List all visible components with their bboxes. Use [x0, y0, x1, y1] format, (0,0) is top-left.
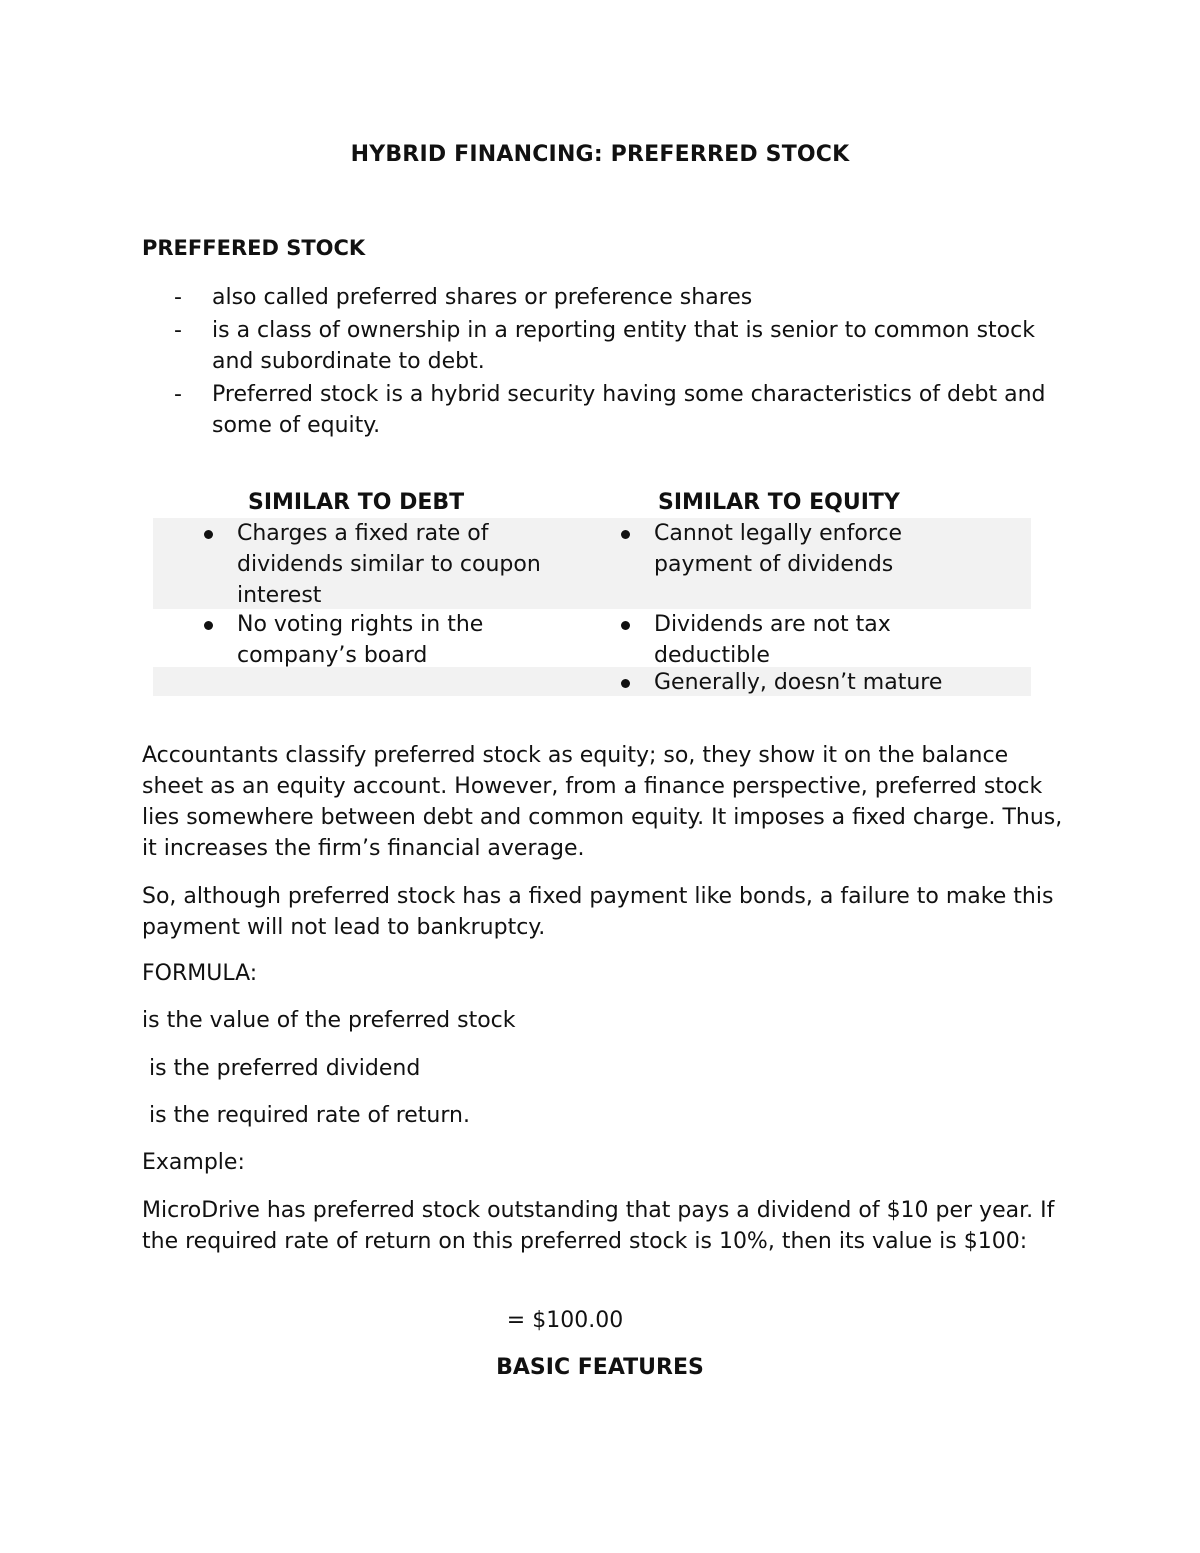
- list-item: [142, 315, 1062, 377]
- example-label: Example:: [142, 1150, 245, 1175]
- debt-cell: [153, 518, 592, 609]
- equity-cell: [592, 609, 1031, 667]
- bullet-item: [654, 667, 1001, 698]
- list-item-text: also called preferred shares or preference shares: [212, 285, 753, 310]
- dash-marker: -: [174, 285, 182, 310]
- list-item: [142, 379, 1062, 441]
- definition-list: [142, 282, 1062, 443]
- bullet-icon: [621, 679, 630, 688]
- list-item: [142, 282, 1062, 313]
- formula-definition-dividend: is the preferred dividend: [142, 1056, 421, 1081]
- bullet-item: [237, 609, 562, 671]
- debt-column-header: SIMILAR TO DEBT: [248, 490, 465, 515]
- bullet-item: [237, 518, 562, 611]
- debt-cell: [153, 609, 592, 667]
- list-item-text: is a class of ownership in a reporting entity that is senior to common stock and subordinate to debt.: [212, 318, 1035, 374]
- dash-marker: -: [174, 382, 182, 407]
- paragraph-accountants: Accountants classify preferred stock as equity; so, they show it on the balance sheet as an equity account. However, from a finance perspective, preferred stock lies somewhere between debt and common equity. It imposes a fixed charge. Thus, it increases the firm’s financial average.: [142, 743, 1063, 861]
- comparison-table: [153, 488, 1031, 696]
- paragraph-bankruptcy: So, although preferred stock has a fixed payment like bonds, a failure to make this payment will not lead to bankruptcy.: [142, 884, 1054, 940]
- formula-label: FORMULA:: [142, 961, 258, 986]
- basic-features-heading: BASIC FEATURES: [496, 1355, 704, 1380]
- dash-marker: -: [174, 318, 182, 343]
- example-text: MicroDrive has preferred stock outstanding that pays a dividend of $10 per year. If the required rate of return on this preferred stock is 10%, then its value is $100:: [142, 1198, 1055, 1254]
- equity-cell: [592, 667, 1031, 696]
- document-title: HYBRID FINANCING: PREFERRED STOCK: [350, 142, 850, 167]
- formula-definition-value: is the value of the preferred stock: [142, 1008, 516, 1033]
- equity-column-header: SIMILAR TO EQUITY: [658, 490, 900, 515]
- bullet-item: [654, 609, 1001, 671]
- bullet-text: No voting rights in the company’s board: [237, 612, 484, 668]
- equity-cell: [592, 518, 1031, 609]
- debt-cell-empty: [153, 667, 592, 696]
- formula-definition-rate: is the required rate of return.: [142, 1103, 470, 1128]
- bullet-text: Cannot legally enforce payment of dividends: [654, 521, 903, 577]
- table-row: [153, 518, 1031, 609]
- bullet-icon: [621, 530, 630, 539]
- table-header-row: [153, 488, 1031, 518]
- bullet-text: Charges a fixed rate of dividends similar to coupon interest: [237, 521, 541, 608]
- bullet-text: Dividends are not tax deductible: [654, 612, 891, 668]
- bullet-text: Generally, doesn’t mature: [654, 670, 943, 695]
- bullet-icon: [621, 621, 630, 630]
- bullet-icon: [204, 621, 213, 630]
- section-heading: PREFFERED STOCK: [142, 236, 366, 260]
- table-row: [153, 667, 1031, 696]
- table-row: [153, 609, 1031, 667]
- bullet-icon: [204, 530, 213, 539]
- example-result: = $100.00: [506, 1308, 624, 1333]
- bullet-item: [654, 518, 1001, 580]
- list-item-text: Preferred stock is a hybrid security having some characteristics of debt and some of equity.: [212, 382, 1046, 438]
